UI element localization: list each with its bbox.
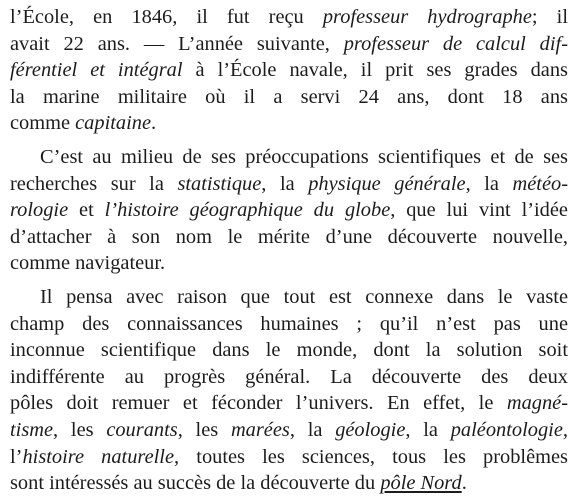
- italic-text-run: professeur de calcul dif-: [343, 32, 568, 55]
- text-run: champ des connaissances humaines ; qu’il n’est pas une: [10, 312, 568, 335]
- text-line: [10, 250, 568, 277]
- text-run: , les: [177, 418, 231, 441]
- text-run: recherches sur la: [10, 172, 178, 195]
- text-run: ,: [562, 418, 568, 441]
- text-line: [10, 284, 568, 311]
- text-run: , la: [289, 418, 336, 441]
- text-line: [10, 470, 568, 497]
- text-run: .: [461, 472, 467, 495]
- italic-text-run: statistique: [177, 172, 262, 195]
- text-run: comme navigateur.: [10, 252, 166, 275]
- text-line: [10, 144, 568, 171]
- text-run: Il pensa avec raison que tout est connexe dans le vaste: [40, 285, 568, 308]
- text-line: [10, 444, 568, 471]
- text-run: l’: [10, 445, 23, 468]
- text-line: [10, 364, 568, 391]
- text-line: [10, 110, 568, 137]
- text-run: la marine militaire où il a servi 24 ans, dont 18 ans: [10, 85, 568, 108]
- italic-text-run: tisme: [10, 418, 54, 441]
- paragraph-3: [10, 284, 568, 497]
- text-run: , toutes les sciences, tous les problêmes: [174, 445, 568, 468]
- text-run: avait 22 ans. — L’année suivante,: [10, 32, 344, 55]
- text-run: , la: [465, 172, 513, 195]
- italic-text-run: courants: [106, 418, 178, 441]
- italic-text-run: météo-: [512, 172, 568, 195]
- text-line: [10, 4, 568, 31]
- text-run: sont intéressés au succès de la découverte du: [10, 472, 381, 495]
- text-run: ; il: [531, 6, 568, 28]
- text-run: comme: [10, 112, 76, 135]
- italic-text-run: paléontologie: [450, 418, 563, 441]
- text-run: pôles doit remuer et féconder l’univers. En effet, le: [10, 392, 507, 415]
- text-line: [10, 337, 568, 364]
- text-run: , la: [261, 172, 309, 195]
- italic-text-run: férentiel et intégral: [10, 59, 183, 82]
- italic-text-run: capitaine: [75, 112, 152, 135]
- text-run: à l’École navale, il prit ses grades dans: [182, 59, 568, 82]
- italic-text-run: professeur hydrographe: [322, 6, 532, 28]
- text-run: inconnue scientifique dans le monde, dont la solution soit: [10, 339, 568, 362]
- text-run: , que lui vint l’idée: [390, 199, 568, 222]
- document-page: [10, 4, 568, 504]
- text-line: [10, 31, 568, 58]
- paragraph-2: [10, 144, 568, 277]
- italic-text-run: pôle Nord: [380, 472, 462, 495]
- text-line: [10, 84, 568, 111]
- text-line: [10, 57, 568, 84]
- text-line: [10, 224, 568, 251]
- text-run: indifférente au progrès général. La découverte des deux: [10, 365, 568, 388]
- text-run: et: [68, 199, 105, 222]
- italic-text-run: marées: [230, 418, 290, 441]
- text-line: [10, 171, 568, 198]
- text-run: , les: [53, 418, 107, 441]
- italic-text-run: physique générale: [308, 172, 466, 195]
- paragraph-1: [10, 4, 568, 137]
- text-run: , la: [405, 418, 451, 441]
- italic-text-run: histoire naturelle: [22, 445, 175, 468]
- italic-text-run: l’histoire géographique du globe: [104, 199, 391, 222]
- text-run: .: [151, 112, 157, 135]
- text-line: [10, 390, 568, 417]
- text-line: [10, 197, 568, 224]
- text-run: d’attacher à son nom le mérite d’une découverte nouvelle,: [10, 225, 568, 248]
- italic-text-run: géologie: [335, 418, 406, 441]
- text-line: [10, 311, 568, 338]
- text-run: C’est au milieu de ses préoccupations scientifiques et de ses: [40, 145, 568, 168]
- text-line: [10, 417, 568, 444]
- italic-text-run: magné-: [506, 392, 568, 415]
- text-run: l’École, en 1846, il fut reçu: [10, 6, 323, 28]
- italic-text-run: rologie: [10, 199, 69, 222]
